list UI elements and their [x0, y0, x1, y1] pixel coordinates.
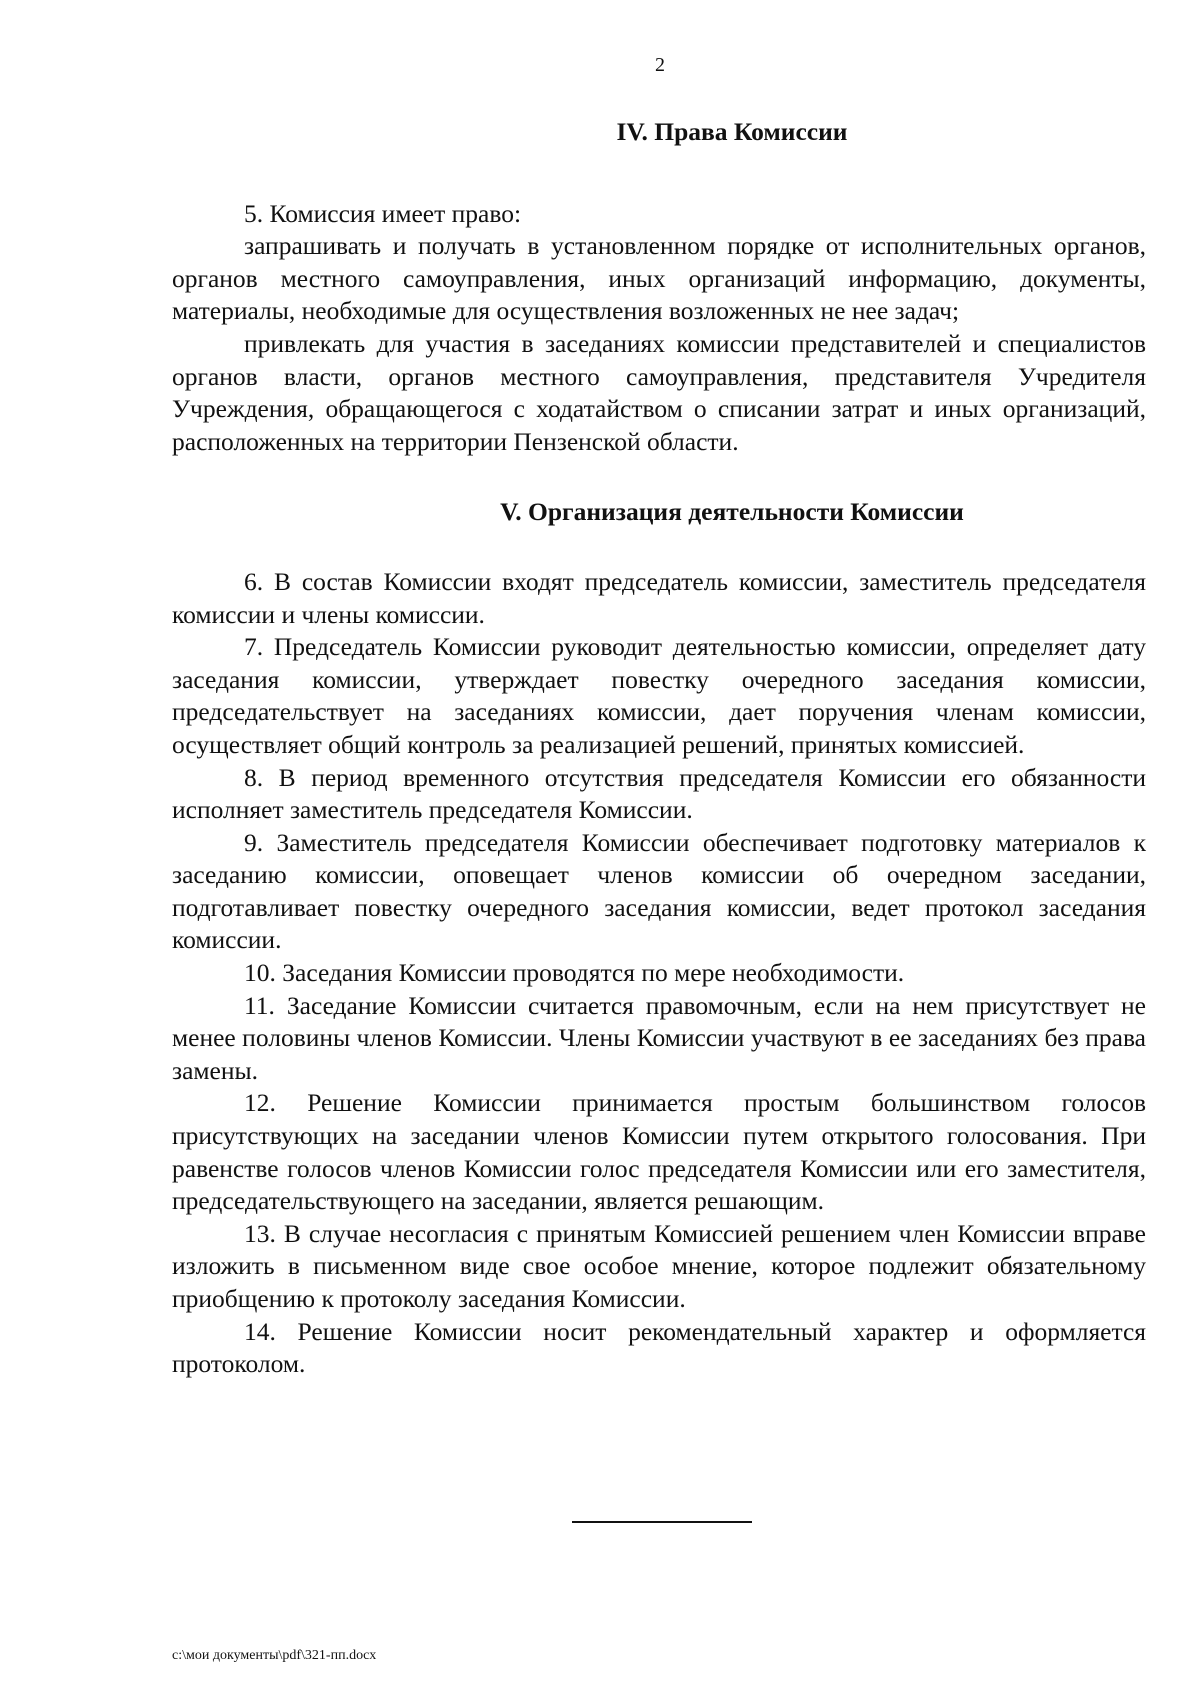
footer-file-path: c:\мои документы\pdf\321-пп.docx — [172, 1648, 377, 1663]
section-body-rights — [172, 198, 1146, 459]
paragraph: 11. Заседание Комиссии считается правомочным, если на нем присутствует не менее половины членов Комиссии. Члены Комиссии участвуют в ее заседаниях без права замены. — [172, 990, 1146, 1085]
closing-divider — [572, 1521, 752, 1523]
document-body — [172, 116, 1146, 1381]
paragraph: 7. Председатель Комиссии руководит деятельностью комиссии, определяет дату заседания комиссии, утверждает повестку очередного заседания комиссии, председательствует на заседаниях комиссии, дает поручения членам комиссии, осуществляет общий контроль за реализацией решений, принятых комиссией. — [172, 632, 1146, 759]
section-heading-organization: V. Организация деятельности Комиссии — [500, 497, 964, 527]
paragraph: 14. Решение Комиссии носит рекомендательный характер и оформляется протоколом. — [172, 1316, 1146, 1379]
paragraph: привлекать для участия в заседаниях комиссии представителей и специалистов органов власти, органов местного самоуправления, представителя Учредителя Учреждения, обращающегося с ходатайством о списании затрат и иных организаций, расположенных на территории Пензенской области. — [172, 328, 1146, 456]
paragraph: 5. Комиссия имеет право: — [244, 198, 522, 228]
paragraph: 10. Заседания Комиссии проводятся по мере необходимости. — [244, 958, 905, 988]
paragraph: 8. В период временного отсутствия председателя Комиссии его обязанности исполняет заместитель председателя Комиссии. — [172, 762, 1146, 825]
section-heading-rights: IV. Права Комиссии — [616, 117, 848, 146]
paragraph: 13. В случае несогласия с принятым Комиссией решением член Комиссии вправе изложить в письменном виде свое особое мнение, которое подлежит обязательному приобщению к протоколу заседания Комиссии. — [172, 1218, 1146, 1313]
paragraph: запрашивать и получать в установленном порядке от исполнительных органов, органов местного самоуправления, иных организаций информацию, документы, материалы, необходимые для осуществления возложенных не нее задач; — [172, 231, 1146, 326]
paragraph: 9. Заместитель председателя Комиссии обеспечивает подготовку материалов к заседанию комиссии, оповещает членов комиссии об очередном заседании, подготавливает повестку очередного заседания комиссии, ведет протокол заседания комиссии. — [172, 827, 1146, 955]
section-body-organization — [172, 566, 1146, 1381]
paragraph: 12. Решение Комиссии принимается простым большинством голосов присутствующих на заседании членов Комиссии путем открытого голосования. При равенстве голосов членов Комиссии голос председателя Комиссии или его заместителя, председательствующего на заседании, является решающим. — [172, 1088, 1146, 1216]
page-number: 2 — [655, 54, 665, 76]
paragraph: 6. В состав Комиссии входят председатель комиссии, заместитель председателя комиссии и члены комиссии. — [172, 566, 1146, 629]
